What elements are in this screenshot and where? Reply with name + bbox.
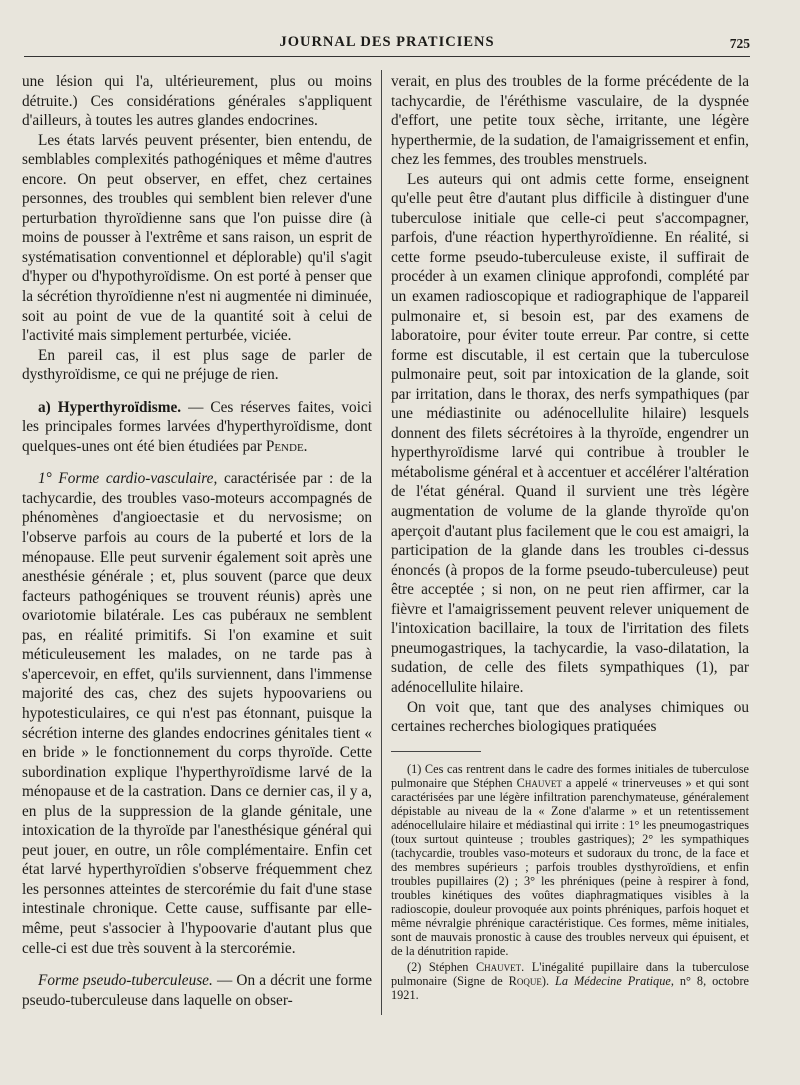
section-text: caractérisée par : de la tachycardie, des troubles vaso-moteurs accompagnés de phénomènes d'angioectasie et du nervosisme; on l'observe parfois au cours de la puberté et lors de la ménopause. Elle peut survenir également soit après une anesthésie générale ; et, plus souvent (parce que deux facteurs pathogéniques se trouvent réunis) après une ovariotomie bilatérale. Les cas pubéraux ne semblent pas, en réalité primitifs. Si l'on examine et suit méticuleusement les malades, on ne tarde pas à s'apercevoir, en effet, qu'ils surviennent, dans l'immense majorité des cas, chez des sujets hypoovariens ou hypotesticulaires, ce qui n'est pas étonnant, puisque la sécrétion interne des glandes endocrines génitales tient « en bride » le fonctionnement du corps thyroïde. Cette subordination explique l'hyperthyroïdisme larvé de la ménopause et de la castration. Dans ce dernier cas, il y a, en plus de la suppression de la glande génitale, une intoxication de la thyroïde par l'anesthésique général qui peut jouer, en outre, un rôle complémentaire. Enfin cet état larvé hyperthyroïdien s'observe fréquemment chez les personnes atteintes de stercorémie du fait d'une stase intestinale chronique. Cette cause, suffisante par elle-même, peut s'associer à l'hypoovarie d'autant plus que celle-ci est due très souvent à la stercorémie.	[22, 470, 372, 957]
paragraph: On voit que, tant que des analyses chimiques ou certaines recherches biologiques pratiquées	[391, 698, 749, 736]
section-title: Forme pseudo-tuberculeuse.	[38, 972, 213, 990]
footnote-text: a appelé « trinerveuses » et qui sont caractérisées par une légère infiltration parenchymateuse, généralement dépistable au niveau de la « Zone d'alarme » et un retentissement adénocellulaire hilaire et médiastinal qui irrite : 1° les pneumogastriques (toux surtout quinteuse ; troubles gastriques); 2° les sympathiques (tachycardie, troubles vaso-moteurs et sudoraux du tronc, de la face et des membres supérieurs ; parfois troubles dysthyroïdiens, et enfin troubles pupillaires (2) ; 3° les phréniques (peine à respirer à fond, troubles kinétiques des voûtes diaphragmatiques visibles à la radioscopie, douleur provoquée aux points phréniques, parfois hoquet et même névralgie phrénique caractéristique. Ces formes, même initiales, sont de mauvais pronostic à cause des troubles nerveux qui épuisent, et de la dénutrition rapide.	[391, 775, 749, 958]
page-header	[24, 34, 750, 57]
footnote-text: , n° 8, octobre 1921.	[391, 973, 749, 1002]
left-column	[22, 72, 372, 1010]
author-name: Chauvet	[516, 775, 562, 790]
section-title: a) Hyperthyroïdisme.	[38, 398, 182, 416]
footnote-text: . L'inégalité pupillaire dans la tuberculose pulmonaire (Signe de	[391, 959, 749, 988]
section-text: .	[303, 437, 308, 455]
running-title: JOURNAL DES PRATICIENS	[279, 34, 495, 50]
section-cardio-vasculaire	[22, 469, 372, 958]
author-name: Roque	[508, 973, 542, 988]
right-column	[391, 72, 749, 1002]
footnote-text: ).	[541, 973, 556, 988]
paragraph: Les auteurs qui ont admis cette forme, enseignent qu'elle peut être d'autant plus difficile à distinguer d'une tuberculose initiale que celle-ci peut s'accompagner, parfois, d'une réaction hyperthyroïdienne. En réalité, si cette forme pseudo-tuberculeuse existe, il suffirait de procéder à un examen clinique approfondi, complété par un examen radioscopique et radiographique de l'appareil pulmonaire et, si besoin est, par des examens de laboratoire, pour éviter toute erreur. Par contre, si cette forme est discutable, il est certain que la tuberculose pulmonaire peut, soit par intoxication de la glande, soit par irritation, dans le thorax, des nerfs sympathiques (par une médiastinite ou adénocellulite hilaire) lesquels donnent des filets sécrétoires à la thyroïde, engendrer un hyperthyroïdisme larvé qui contribue à troubler le métabolisme général et à accentuer et accélérer l'altération de l'état général. Quand il survient une très légère augmentation de volume de la glande thyroïde qu'on aperçoit d'autant plus facilement que le cou est amaigri, la participation de la glande dans les troubles ci-dessus énoncés (à propos de la forme pseudo-tuberculeuse) peut être acceptée ; si non, on ne peut rien affirmer, car la fièvre et l'amaigrissement peuvent relever uniquement de l'intoxication bacillaire, la toux de l'irritation des filets pneumogastriques, la tachycardie, la vaso-dilatation, la sudation, de celle des filets sympathiques (1), par adénocellulite hilaire.	[391, 170, 749, 696]
paragraph: une lésion qui l'a, ultérieurement, plus ou moins détruite.) Ces considérations générales s'appliquent d'ailleurs, à toutes les autres glandes endocrines.	[22, 73, 372, 130]
section-pseudo-tuberculeuse	[22, 971, 372, 1010]
footnote-text: (1) Ces cas rentrent dans le cadre des formes initiales de tuberculose pulmonaire que Stéphen	[391, 761, 749, 790]
section-hyperthyroidisme	[22, 398, 372, 457]
page-number: 725	[729, 36, 750, 51]
paragraph: Les états larvés peuvent présenter, bien entendu, de semblables complexités pathogéniques et même d'autres encore. On peut observer, en effet, chez certaines personnes, des troubles qui semblent bien relever d'une perturbation thyroïdienne sans que l'on puisse dire (à moins de pousser à l'extrême et sans raison, un esprit de systématisation conventionnel et déplorable) qu'il s'agit d'hyper ou d'hypothyroïdisme. On est porté à penser que la sécrétion thyroïdienne n'est ni augmentée ni diminuée, soit au point de vue de la quantité soit à celui de l'activité mais simplement perturbée, viciée.	[22, 131, 372, 345]
section-title: 1° Forme cardio-vasculaire,	[38, 470, 218, 488]
journal-title: La Médecine Pratique	[555, 973, 671, 988]
footnote-divider	[391, 751, 481, 752]
author-name: Pende	[265, 437, 304, 455]
author-name: Chauvet	[475, 959, 522, 974]
footnote-text: (2) Stéphen	[407, 959, 476, 974]
footnote-2	[391, 960, 749, 1002]
paragraph: verait, en plus des troubles de la forme précédente de la tachycardie, de l'éréthisme vasculaire, de la dyspnée d'effort, une petite toux sèche, irritante, une légère hyperthermie, de la sudation, de l'amaigrissement et enfin, chez les femmes, des troubles menstruels.	[391, 73, 749, 169]
paragraph: En pareil cas, il est plus sage de parler de dysthyroïdisme, ce qui ne préjuge de rien.	[22, 346, 372, 384]
section-text: — Ces réserves faites, voici les principales formes larvées d'hyperthyroïdisme, dont quelques-unes ont été bien étudiées par	[22, 398, 372, 455]
footnotes	[391, 762, 749, 1002]
footnote-1	[391, 762, 749, 958]
section-text: — On a décrit une forme pseudo-tuberculeuse dans laquelle on obser-	[22, 972, 372, 1009]
column-divider	[381, 70, 382, 1015]
